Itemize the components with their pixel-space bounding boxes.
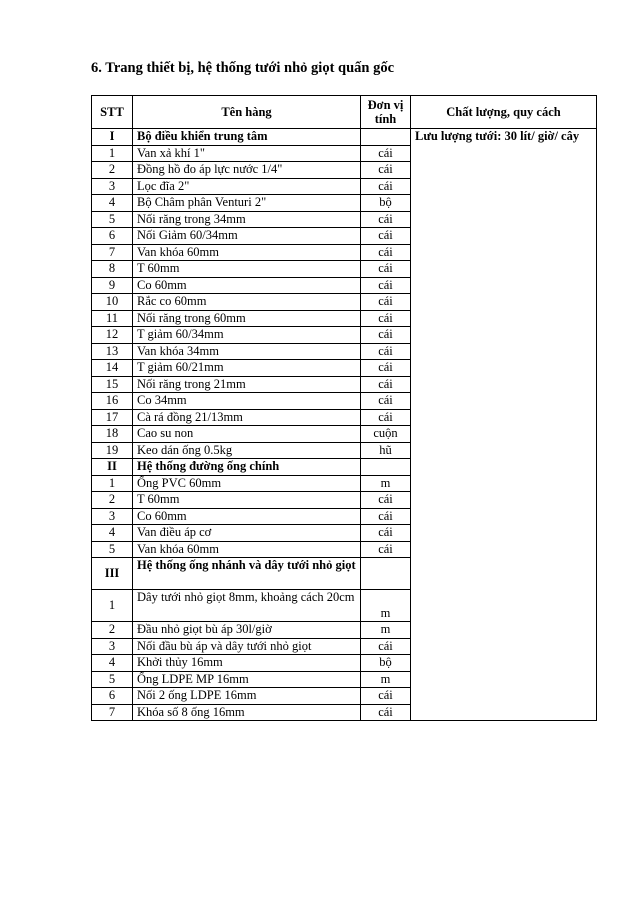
item-unit: cái	[361, 343, 411, 360]
item-unit: m	[361, 590, 411, 622]
item-stt: 10	[92, 294, 133, 311]
item-name: Nối răng trong 60mm	[133, 310, 361, 327]
section-number: I	[92, 129, 133, 146]
item-name: Nối Giảm 60/34mm	[133, 228, 361, 245]
item-name: Nối đầu bù áp và dây tưới nhỏ giọt	[133, 638, 361, 655]
item-name: Đồng hồ đo áp lực nước 1/4"	[133, 162, 361, 179]
item-stt: 7	[92, 244, 133, 261]
item-unit: cái	[361, 688, 411, 705]
item-stt: 5	[92, 211, 133, 228]
equipment-table	[91, 95, 597, 721]
item-stt: 19	[92, 442, 133, 459]
item-unit: hũ	[361, 442, 411, 459]
item-unit: cái	[361, 508, 411, 525]
item-unit: bộ	[361, 655, 411, 672]
item-name: Khởi thủy 16mm	[133, 655, 361, 672]
item-stt: 4	[92, 195, 133, 212]
item-unit: cái	[361, 704, 411, 721]
header-name: Tên hàng	[133, 96, 361, 129]
page-heading: 6. Trang thiết bị, hệ thống tưới nhỏ giọt quấn gốc	[91, 60, 395, 76]
item-unit: cái	[361, 327, 411, 344]
item-stt: 11	[92, 310, 133, 327]
item-name: Ống LDPE MP 16mm	[133, 671, 361, 688]
item-name: Nối 2 ống LDPE 16mm	[133, 688, 361, 705]
item-name: Keo dán ống 0.5kg	[133, 442, 361, 459]
item-name: Van khóa 34mm	[133, 343, 361, 360]
item-stt: 9	[92, 277, 133, 294]
item-stt: 8	[92, 261, 133, 278]
item-name: Van khóa 60mm	[133, 244, 361, 261]
item-name: Co 60mm	[133, 508, 361, 525]
header-quality: Chất lượng, quy cách	[411, 96, 597, 129]
item-unit: cái	[361, 294, 411, 311]
item-unit: bộ	[361, 195, 411, 212]
section-unit-cell	[361, 129, 411, 146]
item-name: Co 60mm	[133, 277, 361, 294]
header-unit: Đơn vị tính	[361, 96, 411, 129]
item-stt: 5	[92, 541, 133, 558]
item-unit: cái	[361, 211, 411, 228]
item-stt: 4	[92, 655, 133, 672]
item-name: Rắc co 60mm	[133, 294, 361, 311]
item-stt: 16	[92, 393, 133, 410]
item-name: T 60mm	[133, 261, 361, 278]
item-stt: 2	[92, 162, 133, 179]
section-title: Bộ điều khiển trung tâm	[133, 129, 361, 146]
item-name: Co 34mm	[133, 393, 361, 410]
section-number: III	[92, 558, 133, 590]
item-unit: cuộn	[361, 426, 411, 443]
item-unit: cái	[361, 409, 411, 426]
item-stt: 7	[92, 704, 133, 721]
header-stt: STT	[92, 96, 133, 129]
item-name: Cà rá đồng 21/13mm	[133, 409, 361, 426]
item-unit: cái	[361, 310, 411, 327]
item-unit: cái	[361, 541, 411, 558]
item-unit: cái	[361, 261, 411, 278]
item-name: T giảm 60/34mm	[133, 327, 361, 344]
item-unit: cái	[361, 228, 411, 245]
section-title: Hệ thống đường ống chính	[133, 459, 361, 476]
section-unit-cell	[361, 459, 411, 476]
item-unit: m	[361, 475, 411, 492]
quality-note: Lưu lượng tưới: 30 lít/ giờ/ cây	[411, 129, 597, 721]
item-name: T 60mm	[133, 492, 361, 509]
item-name: Van khóa 60mm	[133, 541, 361, 558]
item-name: T giảm 60/21mm	[133, 360, 361, 377]
item-name: Nối răng trong 21mm	[133, 376, 361, 393]
item-stt: 15	[92, 376, 133, 393]
item-name: Van điều áp cơ	[133, 525, 361, 542]
item-name: Đầu nhỏ giọt bù áp 30l/giờ	[133, 622, 361, 639]
item-unit: cái	[361, 162, 411, 179]
item-stt: 1	[92, 590, 133, 622]
item-name: Van xả khí 1"	[133, 145, 361, 162]
item-stt: 1	[92, 145, 133, 162]
item-stt: 1	[92, 475, 133, 492]
item-unit: cái	[361, 638, 411, 655]
item-stt: 2	[92, 622, 133, 639]
item-stt: 3	[92, 508, 133, 525]
item-stt: 13	[92, 343, 133, 360]
item-unit: cái	[361, 277, 411, 294]
item-unit: m	[361, 622, 411, 639]
item-unit: cái	[361, 145, 411, 162]
item-stt: 3	[92, 178, 133, 195]
item-unit: m	[361, 671, 411, 688]
item-name: Lọc đĩa 2"	[133, 178, 361, 195]
item-name: Dây tưới nhỏ giọt 8mm, khoảng cách 20cm	[133, 590, 361, 622]
item-stt: 12	[92, 327, 133, 344]
item-name: Cao su non	[133, 426, 361, 443]
item-unit: cái	[361, 360, 411, 377]
item-stt: 18	[92, 426, 133, 443]
item-stt: 5	[92, 671, 133, 688]
item-stt: 3	[92, 638, 133, 655]
section-title: Hệ thống ống nhánh và dây tưới nhỏ giọt	[133, 558, 361, 590]
item-stt: 17	[92, 409, 133, 426]
item-name: Khóa số 8 ống 16mm	[133, 704, 361, 721]
item-name: Bộ Châm phân Venturi 2"	[133, 195, 361, 212]
item-unit: cái	[361, 525, 411, 542]
item-unit: cái	[361, 393, 411, 410]
table-header-row	[92, 96, 597, 129]
item-stt: 14	[92, 360, 133, 377]
section-unit-cell	[361, 558, 411, 590]
item-stt: 6	[92, 688, 133, 705]
section-number: II	[92, 459, 133, 476]
item-unit: cái	[361, 376, 411, 393]
item-name: Nối răng trong 34mm	[133, 211, 361, 228]
item-unit: cái	[361, 178, 411, 195]
item-stt: 6	[92, 228, 133, 245]
item-unit: cái	[361, 492, 411, 509]
section-row	[92, 129, 597, 146]
item-name: Ống PVC 60mm	[133, 475, 361, 492]
item-stt: 2	[92, 492, 133, 509]
item-stt: 4	[92, 525, 133, 542]
item-unit: cái	[361, 244, 411, 261]
table-body	[92, 129, 597, 721]
